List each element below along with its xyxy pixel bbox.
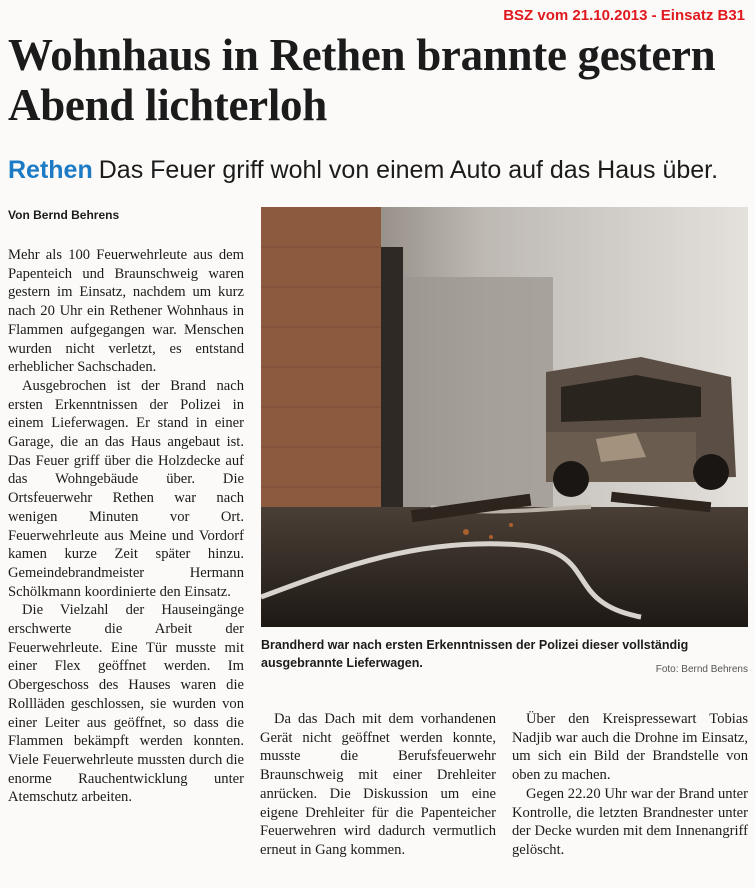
headline: Wohnhaus in Rethen brannte gestern Abend lichterloh [8,30,716,130]
source-label: BSZ vom 21.10.2013 - Einsatz B31 [503,7,745,24]
article-column-3 [512,710,748,860]
article-column-2 [260,710,496,860]
burnt-van [546,357,736,497]
paragraph: Da das Dach mit dem vorhandenen Gerät nicht geöffnet werden konnte, musste die Berufsfeuerwehr Braunschweig mit einer Drehleiter anrücken. Die Diskussion um eine eigene Drehleiter für die Papenteicher Feuerwehren wird dadurch vermutlich erneut in Gang kommen. [260,711,496,858]
paragraph: Die Vielzahl der Hauseingänge erschwerte die Arbeit der Feuerwehrleute. Eine Tür musste mit einer Flex geöffnet werden. Im Obergeschoss des Hauses waren die Rollläden geschlossen, sie wurden von einer Leiter aus geöffnet, so dass die Flammen bekämpft werden konnten. Viele Feuerwehrleute mussten durch die enorme Rauchentwicklung unter Atemschutz arbeiten. [8,602,244,806]
photo-credit: Foto: Bernd Behrens [655,664,748,675]
author-byline: Von Bernd Behrens [8,208,120,222]
photo-caption: Brandherd war nach ersten Erkenntnissen der Polizei dieser vollständig ausgebrannte Lieferwagen. [261,638,689,670]
location-tag: Rethen [8,156,93,184]
paragraph: Gegen 22.20 Uhr war der Brand unter Kontrolle, die letzten Brandnester unter der Decke wurden mit dem Innenangriff gelöscht. [512,785,748,858]
subline-text: Das Feuer griff wohl von einem Auto auf das Haus über. [98,156,719,184]
paragraph: Über den Kreispressewart Tobias Nadjib war auch die Drohne im Einsatz, um sich ein Bild der Brandstelle von oben zu machen. [512,711,748,784]
burnt-van-image [261,207,748,627]
subline [8,156,718,185]
paragraph: Ausgebrochen ist der Brand nach ersten Erkenntnissen der Polizei in einem Lieferwagen. Er stand in einer Garage, die an das Haus angebaut ist. Das Feuer griff über die Holzdecke auf das Wohngebäude über. Die Ortsfeuerwehr Rethen war nach wenigen Minuten vor Ort. Feuerwehrleute aus Meine und Vordorf kamen kurze Zeit später hinzu. Gemeindebrandmeister Hermann Schölkmann koordinierte den Einsatz. [8,377,244,600]
paragraph: Mehr als 100 Feuerwehrleute aus dem Papenteich und Braunschweig waren gestern im Einsatz, nachdem um kurz nach 20 Uhr ein Rethener Wohnhaus in Flammen aufgegangen war. Menschen wurden nicht verletzt, es entstand erheblicher Sachschaden. [8,247,244,376]
article-column-1 [8,246,244,807]
fire-photo [261,207,748,627]
